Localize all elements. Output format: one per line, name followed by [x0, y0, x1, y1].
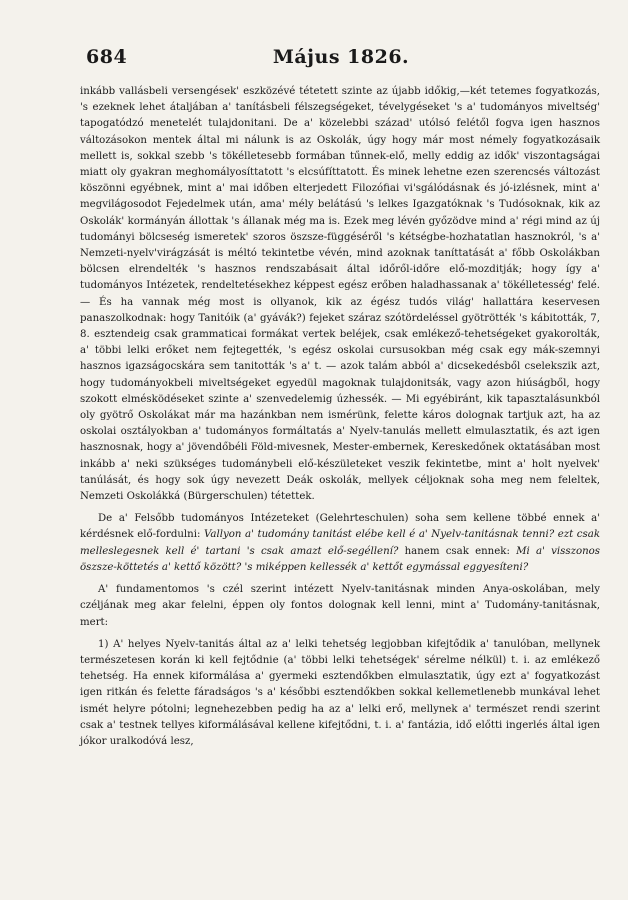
- paragraph-2: [80, 511, 600, 576]
- paragraph-2-mid: hanem csak ennek:: [398, 545, 517, 557]
- paragraph-1: inkább vallásbeli versengések' eszközévé tétetett szinte az újabb időkig,—két tetemes fogyatkozás, 's ezeknek lehet átaljában a' tanításbeli félszegségeket, tévelygéseket 's a' tudományos miveltség' tapogatódzó menetelét tulajdonitani. De a' közelebbi század' utólsó felétől fogva igen hasznos változásokon mentek által mi nálunk is az Oskolák, úgy hogy már most némely fogyatkozásaik mellett is, sokkal szebb 's tökélletesebb formában tűnnek-elő, melly eddig az idők' viszontagságai miatt oly gyakran meghomályosíttatott 's elcsúfíttatott. És minek lehetne ezen szerencsés változást köszönni egyébnek, mint a' mai időben elterjedett Filozófiai vi'sgálódásnak és jó-izlésnek, mint a' megvilágosodot Fejedelmek után, ama' mély belátású 's lelkes Igazgatóknak 's Tudósoknak, kik az Oskolák' kormányán állottak 's állanak még ma is. Ezek meg lévén győzödve mind a' régi mind az új tudományi bölcseség ismeretek' szoros öszsze-függéséről 's kétségbe-hozhatatlan hasznokról, 's a' Nemzeti-nyelv'virágzását is méltó tekintetbe vévén, mind azoknak taníttatását a' főbb Oskolákban bölcsen elrendelték 's hasznos rendszabásait által időről-időre elő-mozditják; hogy így a' tudományos Intézetek, rendeltetésekhez képpest egész erőben haladhassanak a' tökélletesség' felé. — És ha vannak még most is ollyanok, kik az égész tudós világ' hallattára keservesen panaszolkodnak: hogy Tanitóik (a' gyávák?) fejeket száraz szótördeléssel gyötrötték 's kábitották, 7, 8. esztendeig csak grammaticai formákat vertek beléjek, csak emlékező-tehetségeket gyakorolták, a' többi lelki erőket nem fejtegették, 's egész oskolai cursusokban még csak egy mák-szemnyi hasznos igazságocskára sem tanitották 's a' t. — azok talám abból a' dicsekedésből cselekszik azt, hogy tudományokbeli miveltségeket egyedül magoknak tulajdonitsák, vagy azon hiúságből, hogy szokott elmésködéseket szinte a' szenvedelemig úzhessék. — Mi egyébiránt, kik tapasztalásunkból oly gyötrő Oskolákat már ma hazánkban nem ismérünk, felette káros dolognak tartjuk azt, ha az oskolai osztályokban a' tudományos formáltatás a' Nyelv-tanulás mellett elmulasztatik, és azt igen hasznosnak, hogy a' jövendőbéli Föld-mivesnek, Mester-embernek, Kereskedőnek oktatásában most inkább a' neki szükséges tudománybeli elő-készületeket veszik fekintetbe, mint a' holt nyelvek' tanúlását, és hogy sok úgy nevezett Deák oskolák, mellyek céljoknak soha meg nem feleltek, Nemzeti Oskolákká (Bürgerschulen) tétettek.: [80, 86, 600, 503]
- page-number: 684: [86, 46, 128, 68]
- paragraph-2-question-1: Vallyon a' tudomány tanitást elébe kell é a' Nyelv-tanitásnak tenni? ezt csak melleslegesnek kell é' tartani 's csak amazt elő-segéllení?: [80, 529, 600, 557]
- paragraph-2-question-2: Mi a' visszonos öszsze-köttetés a' kettő között? 's miképpen kellessék a' kettőt egymással eggyesíteni?: [80, 545, 601, 573]
- running-title: Május 1826.: [272, 46, 410, 68]
- body-text: [80, 84, 600, 750]
- paragraph-2-start: De a' Felsőbb tudományos Intézeteket (Gelehrteschulen) soha sem kellene többé ennek a' kérdésnek elő-fordulni:: [80, 513, 600, 541]
- paragraph-4: 1) A' helyes Nyelv-tanitás által az a' lelki tehetség legjobban kifejtődik a' tanulóban, mellynek természetesen korán ki kell fejtődnie (a' többi lelki tehetségek' sérelme nélkül) t. i. az emlékező tehetség. Ha ennek kiformálása a' gyermeki esztendőkben elmulasztatik, úgy ezt a' fogyatkozást igen ritkán és felette fáradságos 's a' későbbi esztendőkben sokkal kellemetlenebb munkával lehet ismét helyre pótolni; legnehezebben pedig ha az a' lelki erő, mellynek a' természet rendi szerint csak a' testnek tellyes kiformálásával kellene kifejtődni, t. i. a' fantázia, idő előtti ingerlés által igen jókor uralkodóvá lesz,: [80, 638, 600, 747]
- page-header: [86, 46, 596, 72]
- paragraph-3: A' fundamentomos 's czél szerint intézett Nyelv-tanitásnak minden Anya-oskolában, mely czéljának meg akar felelni, éppen oly fontos dolognak kell lenni, mint a' Tudomány-tanitásnak, mert:: [80, 584, 600, 628]
